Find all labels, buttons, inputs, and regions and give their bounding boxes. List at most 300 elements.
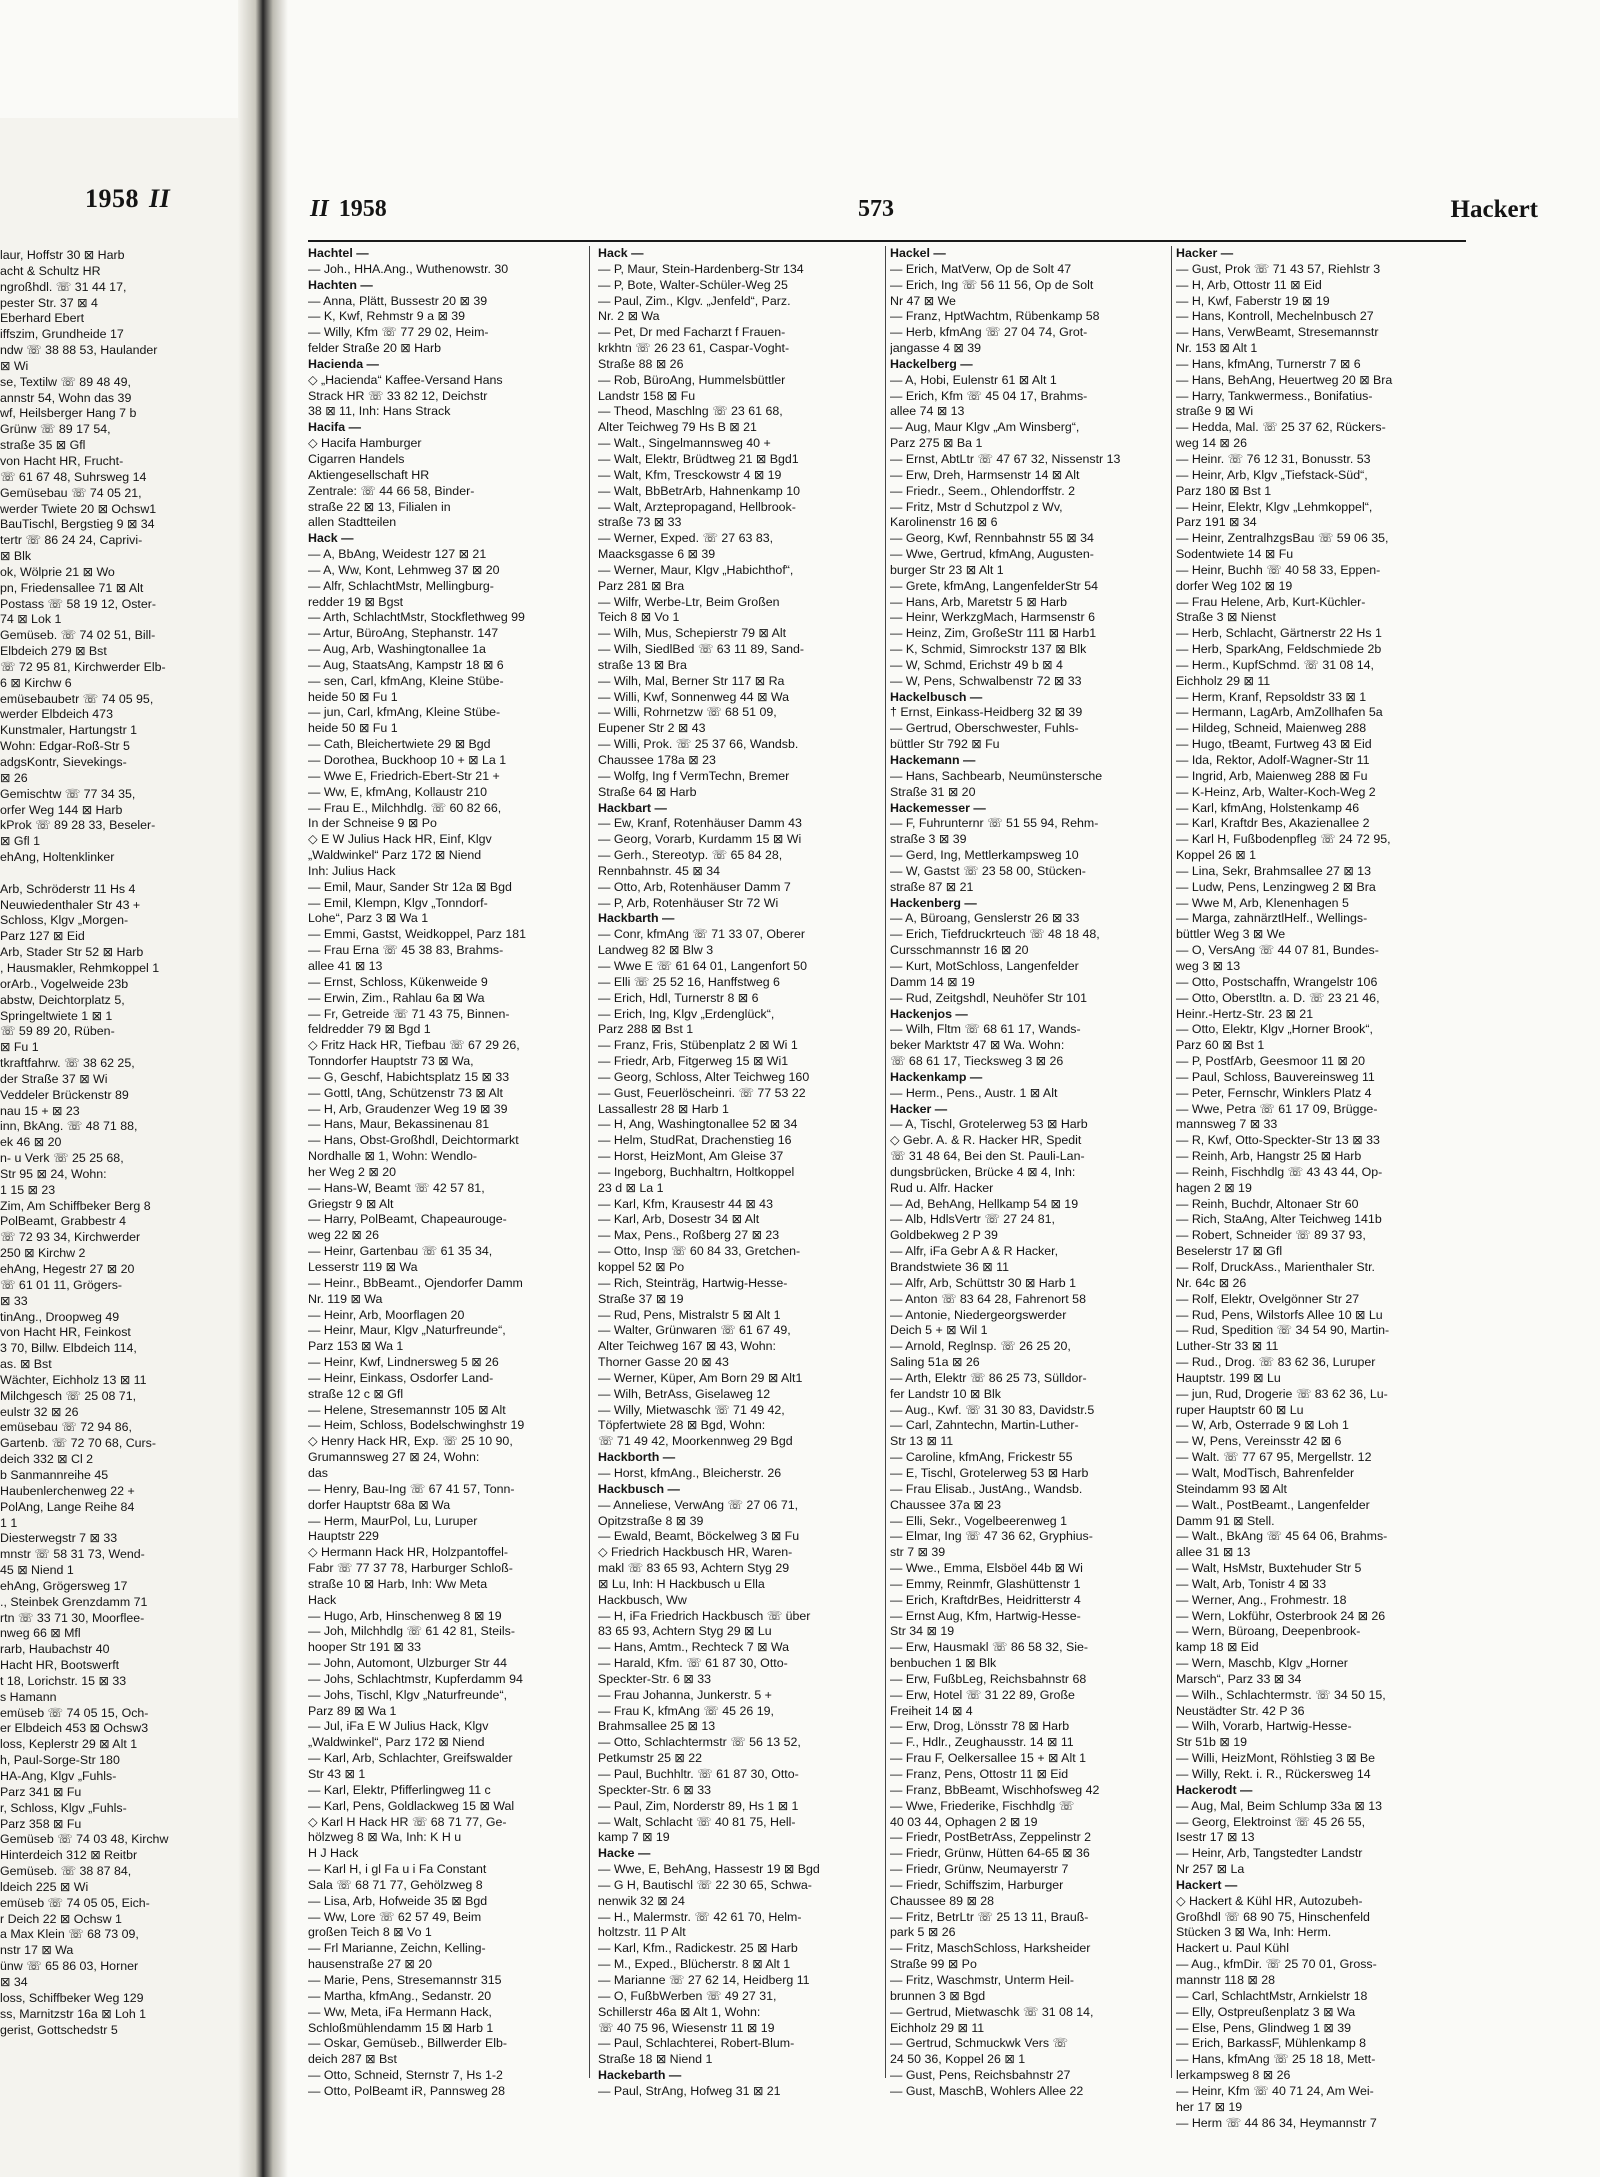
directory-entry-line: — Grete, kfmAng, LangenfelderStr 54: [890, 578, 1098, 593]
directory-entry-line: felder Straße 20 ⊠ Harb: [308, 341, 441, 356]
previous-page-line: Gemüseb ☏ 74 03 48, Kirchw: [0, 1832, 169, 1847]
previous-page-line: ☏ 72 93 34, Kirchwerder: [0, 1230, 141, 1245]
directory-entry-line: her Weg 2 ⊠ 20: [308, 1164, 396, 1179]
directory-entry-line: — Heinr, Arb, Tangstedter Landstr: [1176, 1846, 1363, 1861]
directory-entry-line: — K, Kwf, Rehmstr 9 a ⊠ 39: [308, 309, 466, 324]
directory-entry-line: makl ☏ 83 65 93, Achtern Styg 29: [598, 1561, 790, 1576]
directory-entry-line: — Gerd, Ing, Mettlerkampsweg 10: [890, 848, 1079, 863]
directory-entry-line: Grumannsweg 27 ⊠ 24, Wohn:: [308, 1450, 480, 1465]
directory-entry-line: — Friedr, Schiffszim, Harburger: [890, 1877, 1064, 1892]
directory-entry-line: Thorner Gasse 20 ⊠ 43: [598, 1355, 729, 1370]
directory-entry-line: — Fr, Getreide ☏ 71 43 75, Binnen-: [308, 1006, 510, 1021]
directory-entry-line: — Gerh., Stereotyp. ☏ 65 84 28,: [598, 848, 783, 863]
previous-page-line: Arb, Stader Str 52 ⊠ Harb: [0, 945, 144, 960]
directory-entry-line: — W, Pens, Vereinsstr 42 ⊠ 6: [1176, 1434, 1342, 1449]
directory-entry-line: — Hildeg, Schneid, Maienweg 288: [1176, 721, 1367, 736]
directory-entry-line: — H, Ang, Washingtonallee 52 ⊠ 34: [598, 1117, 798, 1132]
directory-entry-line: brunnen 3 ⊠ Bgd: [890, 1988, 986, 2003]
directory-entry-line: Speckter-Str. 6 ⊠ 33: [598, 1671, 711, 1686]
previous-page-line: ehAng, Grögersweg 17: [0, 1578, 128, 1593]
previous-page-line: ⊠ Gfl 1: [0, 834, 40, 849]
directory-entry-line: allee 41 ⊠ 13: [308, 958, 383, 973]
directory-entry-line: — Wilh, SiedlBed ☏ 63 11 89, Sand-: [598, 642, 805, 657]
directory-entry-line: — Hans, kfmAng ☏ 25 18 18, Mett-: [1176, 2052, 1376, 2067]
directory-entry-line: — Reinh, Arb, Hangstr 25 ⊠ Harb: [1176, 1149, 1362, 1164]
directory-entry-line: Speckter-Str. 6 ⊠ 33: [598, 1782, 711, 1797]
surname-heading: Hacke —: [598, 1846, 651, 1861]
directory-entry-line: — Erich, Tiefdruckrteuch ☏ 48 18 48,: [890, 927, 1100, 942]
column-divider: [1171, 246, 1172, 2078]
previous-page-line: Parz 358 ⊠ Fu: [0, 1816, 82, 1831]
previous-page-line: straße 35 ⊠ Gfl: [0, 438, 86, 453]
directory-entry-line: — Joh, Milchhdlg ☏ 61 42 81, Steils-: [308, 1624, 515, 1639]
directory-entry-line: — Walter, Grünwaren ☏ 61 67 49,: [598, 1323, 791, 1338]
directory-entry-line: — Karl, Kfm, Krausestr 44 ⊠ 43: [598, 1196, 773, 1211]
directory-entry-line: ◇ Hermann Hack HR, Holzpantoffel-: [308, 1545, 509, 1560]
previous-page-line: 3 70, Billw. Elbdeich 114,: [0, 1341, 137, 1356]
directory-entry-line: — Karl, Pens, Goldlackweg 15 ⊠ Wal: [308, 1798, 515, 1813]
directory-entry-line: — Franz, Pens, Ottostr 11 ⊠ Eid: [890, 1767, 1069, 1781]
directory-entry-line: Fabr ☏ 77 37 78, Harburger Schloß-: [308, 1561, 513, 1576]
directory-entry-line: — Georg, Vorarb, Kurdamm 15 ⊠ Wi: [598, 832, 802, 847]
directory-entry-line: — Hans, kfmAng, Turnerstr 7 ⊠ 6: [1176, 356, 1361, 371]
previous-page-line: Gartenb. ☏ 72 70 68, Curs-: [0, 1436, 156, 1451]
directory-entry-line: — Karl, Arb, Schlachter, Greifswalder: [308, 1751, 513, 1766]
surname-heading: Hackenkamp —: [890, 1069, 983, 1084]
directory-entry-line: — Erich, Ing, Klgv „Erdenglück“,: [598, 1006, 775, 1021]
directory-entry-line: — Cath, Bleichertwiete 29 ⊠ Bgd: [308, 737, 491, 752]
directory-entry-line: — Hans, Obst-Großhdl, Deichtormarkt: [308, 1133, 519, 1148]
previous-page-line: Milchgesch ☏ 25 08 71,: [0, 1388, 137, 1403]
directory-entry-line: ◇ „Hacienda“ Kaffee-Versand Hans: [308, 372, 503, 387]
previous-page-line: Gemischtw ☏ 77 34 35,: [0, 786, 136, 801]
directory-entry-line: — Wern, Lokführ, Osterbrook 24 ⊠ 26: [1176, 1608, 1386, 1623]
directory-entry-line: — Heinr, Arb, Moorflagen 20: [308, 1307, 465, 1322]
directory-entry-line: ◇ Hackert & Kühl HR, Autozubeh-: [1176, 1893, 1363, 1908]
directory-entry-line: Hack: [308, 1592, 337, 1607]
directory-entry-line: Maacksgasse 6 ⊠ 39: [598, 547, 716, 562]
directory-entry-line: — M., Exped., Blücherstr. 8 ⊠ Alt 1: [598, 1957, 791, 1972]
directory-entry-line: — Aug., kfmDir. ☏ 25 70 01, Gross-: [1176, 1957, 1377, 1972]
previous-page-line: 45 ⊠ Niend 1: [0, 1563, 74, 1578]
previous-page-line: ndw ☏ 38 88 53, Haulander: [0, 343, 158, 358]
previous-page-line: ☏ 59 89 20, Rüben-: [0, 1024, 115, 1039]
previous-page-line: ⊠ Wi: [0, 358, 29, 373]
directory-entry-line: Hackbusch, Ww: [598, 1592, 687, 1607]
directory-entry-line: Parz 153 ⊠ Wa 1: [308, 1339, 404, 1354]
previous-page-line: ⊠ 34: [0, 1974, 28, 1989]
directory-entry-line: Rennbahnstr. 45 ⊠ 34: [598, 863, 720, 878]
directory-entry-line: „Waldwinkel“ Parz 172 ⊠ Niend: [308, 848, 482, 863]
previous-page-line: 6 ⊠ Kirchw 6: [0, 675, 72, 690]
directory-entry-line: Töpfertwiete 28 ⊠ Bgd, Wohn:: [598, 1418, 766, 1433]
previous-page-line: 74 ⊠ Lok 1: [0, 612, 62, 627]
previous-page-line: Haubenlerchenweg 22 +: [0, 1483, 135, 1498]
directory-entry-line: — Georg, Schloss, Alter Teichweg 160: [598, 1069, 810, 1084]
directory-entry-line: — Wilh, Mal, Berner Str 117 ⊠ Ra: [598, 673, 785, 688]
directory-entry-line: Nr. 64c ⊠ 26: [1176, 1275, 1247, 1290]
directory-entry-line: — Hedda, Mal. ☏ 25 37 62, Rückers-: [1176, 420, 1386, 435]
directory-entry-line: — Hans-W, Beamt ☏ 42 57 81,: [308, 1180, 485, 1195]
directory-entry-line: — Willy, Kfm ☏ 77 29 02, Heim-: [308, 325, 489, 340]
directory-entry-line: ruper Hauptstr 60 ⊠ Lu: [1176, 1402, 1304, 1417]
directory-entry-line: H J Hack: [308, 1846, 359, 1861]
directory-entry-line: — Erich, BarkassF, Mühlenkamp 8: [1176, 2036, 1367, 2051]
directory-entry-line: — Werner, Küper, Am Born 29 ⊠ Alt1: [598, 1370, 803, 1385]
previous-page-line: annstr 54, Wohn das 39: [0, 390, 132, 405]
directory-entry-line: — Gust, MaschB, Wohlers Allee 22: [890, 2083, 1084, 2098]
directory-entry-line: — Alfr, iFa Gebr A & R Hacker,: [890, 1244, 1059, 1259]
directory-entry-line: — W, Gastst ☏ 23 58 00, Stücken-: [890, 863, 1086, 878]
previous-page-line: ., Steinbek Grenzdamm 71: [0, 1594, 148, 1609]
directory-entry-line: Saling 51a ⊠ 26: [890, 1355, 980, 1370]
directory-entry-line: — Wwe M, Arb, Klenenhagen 5: [1176, 895, 1349, 910]
previous-page-line: ☏ 61 67 48, Suhrsweg 14: [0, 469, 147, 484]
directory-entry-line: redder 19 ⊠ Bgst: [308, 594, 404, 609]
directory-entry-line: Nr. 153 ⊠ Alt 1: [1176, 341, 1258, 356]
directory-entry-line: — W, Pens, Schwalbenstr 72 ⊠ 33: [890, 673, 1082, 688]
directory-entry-line: deich 287 ⊠ Bst: [308, 2052, 397, 2067]
directory-entry-line: — Anneliese, VerwAng ☏ 27 06 71,: [598, 1497, 799, 1512]
directory-entry-line: — Wwe, Friederike, Fischhdlg ☏: [890, 1798, 1075, 1813]
previous-page-line: 1 15 ⊠ 23: [0, 1182, 56, 1197]
directory-entry-line: — Martha, kfmAng., Sedanstr. 20: [308, 1988, 492, 2003]
directory-entry-line: — Friedr, Arb, Fitgerweg 15 ⊠ Wi1: [598, 1054, 789, 1069]
surname-heading: Hackert —: [1176, 1877, 1238, 1892]
directory-entry-line: Parz 275 ⊠ Ba 1: [890, 436, 983, 451]
directory-entry-line: Damm 91 ⊠ Stell.: [1176, 1513, 1275, 1528]
directory-entry-line: — Wolfg, Ing f VermTechn, Bremer: [598, 768, 790, 783]
directory-entry-line: — Frl Marianne, Zeichn, Kelling-: [308, 1941, 486, 1956]
directory-entry-line: — Walt., BkAng ☏ 45 64 06, Brahms-: [1176, 1529, 1388, 1544]
directory-entry-line: — Karl H, Fußbodenpfleg ☏ 24 72 95,: [1176, 832, 1391, 847]
directory-entry-line: — Aug, Mal, Beim Schlump 33a ⊠ 13: [1176, 1798, 1382, 1813]
directory-entry-line: benbuchen 1 ⊠ Blk: [890, 1656, 997, 1671]
directory-entry-line: — Otto, Schneid, Sternstr 7, Hs 1-2: [308, 2068, 503, 2083]
directory-entry-line: — Heinr, WerkzgMach, Harmsenstr 6: [890, 610, 1095, 625]
directory-entry-line: Goldbekweg 2 P 39: [890, 1228, 998, 1243]
previous-page-line: eulstr 32 ⊠ 26: [0, 1404, 79, 1419]
directory-entry-line: Steindamm 93 ⊠ Alt: [1176, 1481, 1287, 1496]
directory-entry-line: — Frau Erna ☏ 45 38 83, Brahms-: [308, 943, 504, 958]
directory-entry-line: — Helm, StudRat, Drachenstieg 16: [598, 1133, 792, 1148]
previous-page-line: Postass ☏ 58 19 12, Oster-: [0, 596, 156, 611]
surname-heading: Hachtel —: [308, 246, 369, 260]
directory-entry-line: — Otto, Arb, Rotenhäuser Damm 7: [598, 879, 791, 894]
directory-entry-line: Chaussee 37a ⊠ 23: [890, 1497, 1001, 1512]
directory-entry-line: Heinr.-Hertz-Str. 23 ⊠ 21: [1176, 1006, 1314, 1021]
previous-page-line: nau 15 + ⊠ 23: [0, 1103, 80, 1118]
directory-entry-line: — Ingeborg, Buchhaltrn, Holtkoppel: [598, 1164, 795, 1179]
directory-entry-line: — Aug., Kwf. ☏ 31 30 83, Davidstr.5: [890, 1402, 1095, 1417]
directory-entry-line: — Emmi, Gastst, Weidkoppel, Parz 181: [308, 927, 527, 942]
directory-entry-line: — Erw, Dreh, Harmsenstr 14 ⊠ Alt: [890, 467, 1080, 482]
directory-entry-line: Karolinenstr 16 ⊠ 6: [890, 515, 998, 530]
previous-page-line: Neuwiedenthaler Str 43 +: [0, 897, 141, 912]
directory-entry-line: — Rolf, DruckAss., Marienthaler Str.: [1176, 1260, 1375, 1274]
directory-entry-line: Cursschmannstr 16 ⊠ 20: [890, 943, 1029, 958]
directory-entry-line: — Else, Pens, Glindweg 1 ⊠ 39: [1176, 2020, 1351, 2035]
directory-entry-line: — Wwe., Emma, Elsböel 44b ⊠ Wi: [890, 1561, 1083, 1576]
previous-page-year: 1958: [85, 184, 139, 213]
previous-page-line: se, Textilw ☏ 89 48 49,: [0, 374, 131, 389]
directory-entry-line: Straße 99 ⊠ Po: [890, 1957, 977, 1972]
directory-entry-line: — Otto, Schlachtermstr ☏ 56 13 52,: [598, 1735, 801, 1750]
directory-entry-line: Freiheit 14 ⊠ 4: [890, 1703, 973, 1718]
column-4: [1176, 246, 1466, 2131]
directory-entry-line: Hauptstr. 199 ⊠ Lu: [1176, 1370, 1281, 1385]
directory-entry-line: — Walt, HsMstr, Buxtehuder Str 5: [1176, 1561, 1362, 1576]
previous-page-line: inn, BkAng. ☏ 48 71 88,: [0, 1119, 138, 1134]
directory-entry-line: Eupener Str 2 ⊠ 43: [598, 721, 706, 736]
column-divider: [885, 246, 886, 2078]
directory-entry-line: holtzstr. 11 P Alt: [598, 1925, 686, 1940]
previous-page-line: nstr 17 ⊠ Wa: [0, 1943, 74, 1958]
directory-entry-line: — Franz, HptWachtm, Rübenkamp 58: [890, 309, 1100, 324]
directory-entry-line: — Peter, Fernschr, Winklers Platz 4: [1176, 1085, 1372, 1100]
directory-entry-line: Großhdl ☏ 68 90 75, Hinschenfeld: [1176, 1909, 1370, 1924]
directory-entry-line: — H, iFa Friedrich Hackbusch ☏ über: [598, 1608, 811, 1623]
directory-entry-line: — Gottl, tAng, Schützenstr 73 ⊠ Alt: [308, 1085, 503, 1100]
surname-heading: Hackemann —: [890, 753, 976, 767]
directory-entry-line: Stücken 3 ⊠ Wa, Inh: Herm.: [1176, 1925, 1332, 1940]
directory-entry-line: lerkampsweg 8 ⊠ 26: [1176, 2068, 1291, 2083]
previous-page-line: r, Schloss, Klgv „Fuhls-: [0, 1800, 127, 1815]
directory-entry-line: — Ww, Meta, iFa Hermann Hack,: [308, 2004, 492, 2019]
directory-entry-line: — Fritz, Mstr d Schutzpol z Wv,: [890, 499, 1063, 514]
directory-entry-line: — A, Hobi, Eulenstr 61 ⊠ Alt 1: [890, 372, 1057, 387]
directory-entry-line: — Georg, Elektroinst ☏ 45 26 55,: [1176, 1814, 1366, 1829]
directory-entry-line: Parz 89 ⊠ Wa 1: [308, 1703, 397, 1718]
directory-entry-line: — Hans, Kontroll, Mechelnbusch 27: [1176, 309, 1374, 324]
directory-entry-line: — Otto, Oberstltn. a. D. ☏ 23 21 46,: [1176, 990, 1380, 1005]
previous-page-line: orArb., Vogelweide 23b: [0, 976, 129, 991]
directory-entry-line: — Gust, Prok ☏ 71 43 57, Riehlstr 3: [1176, 261, 1381, 276]
previous-page-line: loss, Schiffbeker Weg 129: [0, 1990, 144, 2005]
directory-entry-line: Schloßmühlendamm 15 ⊠ Harb 1: [308, 2020, 494, 2035]
directory-entry-line: — E, Tischl, Grotelerweg 53 ⊠ Harb: [890, 1465, 1089, 1480]
directory-entry-line: — Artur, BüroAng, Stephanstr. 147: [308, 626, 499, 641]
previous-page-line: ss, Marnitzstr 16a ⊠ Loh 1: [0, 2006, 147, 2021]
surname-heading: Hackemesser —: [890, 800, 986, 815]
directory-entry-line: — Gertrud, Schmuckwk Vers ☏: [890, 2036, 1068, 2051]
directory-entry-line: — Wilh, Mus, Schepierstr 79 ⊠ Alt: [598, 626, 787, 641]
directory-entry-line: ☏ 31 48 64, Bei den St. Pauli-Lan-: [890, 1149, 1085, 1164]
directory-entry-line: — A, BbAng, Weidestr 127 ⊠ 21: [308, 547, 487, 562]
directory-entry-line: — Willi, Rohrnetzw ☏ 68 51 09,: [598, 705, 777, 720]
surname-heading: Hackbart —: [598, 800, 667, 815]
previous-page-line: Diesterwegstr 7 ⊠ 33: [0, 1531, 118, 1546]
directory-entry-line: str 7 ⊠ 39: [890, 1545, 946, 1560]
directory-entry-line: — Frau E., Milchhdlg. ☏ 60 82 66,: [308, 800, 502, 815]
directory-entry-line: — A, Ww, Kont, Lehmweg 37 ⊠ 20: [308, 562, 500, 577]
directory-entry-line: — Friedr, Grünw, Neumayerstr 7: [890, 1862, 1069, 1877]
directory-entry-line: Str 13 ⊠ 11: [890, 1434, 954, 1449]
directory-entry-line: — R, Kwf, Otto-Speckter-Str 13 ⊠ 33: [1176, 1133, 1380, 1148]
previous-page-line: rtn ☏ 33 71 30, Moorflee-: [0, 1610, 145, 1625]
directory-entry-line: straße 22 ⊠ 13, Filialen in: [308, 499, 451, 514]
directory-entry-line: ◇ Karl H Hack HR ☏ 68 71 77, Ge-: [308, 1814, 507, 1829]
directory-entry-line: — Rud., Drog. ☏ 83 62 36, Luruper: [1176, 1355, 1376, 1370]
directory-entry-line: Str 34 ⊠ 19: [890, 1624, 955, 1639]
previous-page-line: tertr ☏ 86 24 24, Caprivi-: [0, 533, 143, 548]
directory-entry-line: — Erw, Hotel ☏ 31 22 89, Große: [890, 1687, 1075, 1702]
previous-page-line: werder Twiete 20 ⊠ Ochsw1: [0, 501, 157, 516]
directory-entry-line: park 5 ⊠ 26: [890, 1925, 956, 1940]
directory-entry-line: Parz 281 ⊠ Bra: [598, 578, 685, 593]
directory-entry-line: — Herm, Kranf, Repsoldstr 33 ⊠ 1: [1176, 689, 1367, 704]
directory-entry-line: Beselerstr 17 ⊠ Gfl: [1176, 1244, 1283, 1259]
directory-entry-line: — Heinr., BbBeamt., Ojendorfer Damm: [308, 1275, 523, 1290]
previous-page-line: Str 95 ⊠ 24, Wohn:: [0, 1166, 107, 1181]
directory-entry-line: straße 9 ⊠ Wi: [1176, 404, 1254, 419]
directory-entry-line: straße 73 ⊠ 33: [598, 515, 682, 530]
surname-heading: Hackebarth —: [598, 2068, 682, 2083]
directory-entry-line: heide 50 ⊠ Fu 1: [308, 689, 398, 704]
directory-entry-line: — Werner, Ang., Frohmestr. 18: [1176, 1592, 1347, 1607]
directory-entry-line: — Willi, HeizMont, Röhlstieg 3 ⊠ Be: [1176, 1751, 1376, 1766]
directory-page: [300, 0, 1600, 2177]
directory-entry-line: — Wwe, Gertrud, kfmAng, Augusten-: [890, 547, 1094, 562]
directory-entry-line: Brahmsallee 25 ⊠ 13: [598, 1719, 716, 1734]
directory-entry-line: — Walt. ☏ 77 67 95, Mergellstr. 12: [1176, 1450, 1372, 1465]
directory-entry-line: — Karl, Kfm., Radickestr. 25 ⊠ Harb: [598, 1941, 798, 1956]
directory-entry-line: — Ida, Rektor, Adolf-Wagner-Str 11: [1176, 753, 1370, 767]
directory-entry-line: — Rolf, Elektr, Ovelgönner Str 27: [1176, 1291, 1360, 1306]
directory-entry-line: — Antonie, Niedergeorgswerder: [890, 1307, 1067, 1322]
surname-heading: Hacienda —: [308, 356, 379, 371]
previous-page-line: t 18, Lorichstr. 15 ⊠ 33: [0, 1673, 127, 1688]
surname-heading: Hackborth —: [598, 1450, 676, 1465]
directory-entry-line: — Otto, Elektr, Klgv „Horner Brook“,: [1176, 1022, 1373, 1037]
directory-entry-line: — Ludw, Pens, Lenzingweg 2 ⊠ Bra: [1176, 879, 1376, 894]
directory-entry-line: — Oskar, Gemüseb., Billwerder Elb-: [308, 2036, 507, 2051]
directory-entry-line: — Fritz, BetrLtr ☏ 25 13 11, Brauß-: [890, 1909, 1089, 1924]
directory-entry-line: — A, Tischl, Grotelerweg 53 ⊠ Harb: [890, 1117, 1088, 1132]
directory-entry-line: — Marianne ☏ 27 62 14, Heidberg 11: [598, 1972, 810, 1987]
directory-entry-line: — jun, Rud, Drogerie ☏ 83 62 36, Lu-: [1176, 1386, 1388, 1401]
directory-entry-line: Lohe“, Parz 3 ⊠ Wa 1: [308, 911, 429, 926]
directory-entry-line: Nr. 2 ⊠ Wa: [598, 309, 660, 324]
previous-page-line: Grünw ☏ 89 17 54,: [0, 422, 111, 437]
directory-entry-line: — Dorothea, Buckhoop 10 + ⊠ La 1: [308, 753, 507, 767]
surname-heading: Hackbusch —: [598, 1481, 680, 1496]
directory-entry-line: — P, PostfArb, Geesmoor 11 ⊠ 20: [1176, 1054, 1365, 1069]
directory-entry-line: — Heinr, Einkass, Osdorfer Land-: [308, 1370, 494, 1385]
directory-entry-line: — Theod, Maschlng ☏ 23 61 68,: [598, 404, 783, 419]
previous-page-line: HA-Ang, Klgv „Fuhls-: [0, 1769, 117, 1783]
directory-entry-line: — Emil, Klempn, Klgv „Tonndorf-: [308, 895, 488, 910]
directory-entry-line: — sen, Carl, kfmAng, Kleine Stübe-: [308, 673, 504, 688]
surname-heading: Hackenjos —: [890, 1006, 968, 1021]
previous-page-volume: II: [149, 184, 171, 213]
directory-entry-line: — Hans, Maur, Bekassinenau 81: [308, 1117, 490, 1132]
directory-entry-line: hausenstraße 27 ⊠ 20: [308, 1957, 433, 1972]
directory-entry-line: Lesserstr 119 ⊠ Wa: [308, 1260, 418, 1274]
directory-entry-line: — Henry, Bau-Ing ☏ 67 41 57, Tonn-: [308, 1481, 515, 1496]
directory-entry-line: — Wwe, E, BehAng, Hassestr 19 ⊠ Bgd: [598, 1862, 820, 1877]
directory-entry-line: Nr 257 ⊠ La: [1176, 1862, 1245, 1877]
previous-page-line: ldeich 225 ⊠ Wi: [0, 1879, 89, 1894]
directory-entry-line: — Johs, Tischl, Klgv „Naturfreunde“,: [308, 1687, 508, 1702]
surname-heading: Hack —: [308, 531, 354, 546]
directory-entry-line: — Kurt, MotSchloss, Langenfelder: [890, 958, 1079, 973]
directory-entry-line: 40 03 44, Ophagen 2 ⊠ 19: [890, 1814, 1038, 1829]
surname-heading: Hackel —: [890, 246, 946, 260]
directory-entry-line: — Friedr., Seem., Ohlendorffstr. 2: [890, 483, 1076, 498]
directory-entry-line: — Elli, Sekr., Vogelbeerenweg 1: [890, 1513, 1068, 1528]
column-divider: [589, 246, 590, 2078]
column-1: [308, 246, 584, 2100]
previous-page-line: 250 ⊠ Kirchw 2: [0, 1246, 86, 1261]
directory-entry-line: — Willy, Mietwaschk ☏ 71 49 42,: [598, 1402, 785, 1417]
previous-page-line: Veddeler Brückenstr 89: [0, 1087, 129, 1102]
directory-entry-line: — O, VersAng ☏ 44 07 81, Bundes-: [1176, 943, 1379, 958]
directory-entry-line: — Heinz, Zim, GroßeStr 111 ⊠ Harb1: [890, 626, 1097, 641]
directory-entry-line: Straße 18 ⊠ Niend 1: [598, 2052, 713, 2067]
directory-entry-line: — Walt., Singelmannsweg 40 +: [598, 436, 771, 451]
year: 1958: [338, 196, 387, 222]
directory-entry-line: — Ww, Lore ☏ 62 57 49, Beim: [308, 1909, 482, 1924]
directory-entry-line: — Otto, PolBeamt iR, Pannsweg 28: [308, 2083, 505, 2098]
directory-entry-line: feldredder 79 ⊠ Bgd 1: [308, 1022, 431, 1037]
directory-entry-line: — Aug, Maur Klgv „Am Winsberg“,: [890, 420, 1080, 435]
directory-entry-line: — Walt, Schlacht ☏ 40 81 75, Hell-: [598, 1814, 796, 1829]
directory-entry-line: — Paul, Schloss, Bauvereinsweg 11: [1176, 1069, 1375, 1084]
previous-page-line: Schloss, Klgv „Morgen-: [0, 913, 129, 928]
previous-page-line: deich 332 ⊠ Cl 2: [0, 1452, 94, 1467]
directory-entry-line: — Emmy, Reinmfr, Glashüttenstr 1: [890, 1576, 1081, 1591]
directory-entry-line: — Wwe, Petra ☏ 61 17 09, Brügge-: [1176, 1101, 1378, 1116]
directory-entry-line: — H., Malermstr. ☏ 42 61 70, Helm-: [598, 1909, 802, 1924]
directory-entry-line: — K-Heinz, Arb, Walter-Koch-Weg 2: [1176, 784, 1376, 799]
directory-entry-line: ◇ Hacifa Hamburger: [308, 436, 422, 451]
directory-entry-line: — Heinr. ☏ 76 12 31, Bonusstr. 53: [1176, 451, 1371, 466]
directory-entry-line: hooper Str 191 ⊠ 33: [308, 1640, 422, 1655]
previous-page-line: adgsKontr, Sievekings-: [0, 755, 127, 769]
directory-entry-line: — Heinr, ZentralhzgsBau ☏ 59 06 35,: [1176, 531, 1389, 546]
directory-entry-line: — Rich, Steinträg, Hartwig-Hesse-: [598, 1275, 788, 1290]
directory-entry-line: Chaussee 178a ⊠ 23: [598, 753, 716, 767]
directory-entry-line: — Frau F, Oelkersallee 15 + ⊠ Alt 1: [890, 1751, 1086, 1766]
previous-page-line: Kunstmaler, Hartungstr 1: [0, 723, 138, 738]
directory-entry-line: Opitzstraße 8 ⊠ 39: [598, 1513, 704, 1528]
directory-entry-line: Eichholz 29 ⊠ 11: [890, 2020, 985, 2035]
directory-entry-line: — Frau Johanna, Junkerstr. 5 +: [598, 1687, 772, 1702]
directory-entry-line: — Wwe E, Friedrich-Ebert-Str 21 +: [308, 768, 500, 783]
directory-entry-line: — Walt, ModTisch, Bahrenfelder: [1176, 1465, 1355, 1480]
directory-entry-line: — Wilfr, Werbe-Ltr, Beim Großen: [598, 594, 780, 609]
directory-entry-line: — Hermann, LagArb, AmZollhafen 5a: [1176, 705, 1383, 720]
book-gutter: [238, 0, 288, 2177]
previous-page-line: s Hamann: [0, 1689, 57, 1704]
directory-entry-line: hölzweg 8 ⊠ Wa, Inh: K H u: [308, 1830, 462, 1845]
surname-heading: Hacifa —: [308, 420, 362, 435]
previous-page-line: Eberhard Ebert: [0, 311, 85, 326]
directory-entry-line: Straße 88 ⊠ 26: [598, 356, 684, 371]
directory-entry-line: — Anton ☏ 83 64 28, Fahrenort 58: [890, 1291, 1086, 1306]
directory-entry-line: — Erich, Hdl, Turnerstr 8 ⊠ 6: [598, 990, 759, 1005]
directory-entry-line: — Johs, Schlachtmstr, Kupferdamm 94: [308, 1671, 523, 1686]
previous-page-line: emüsebau ☏ 72 94 86,: [0, 1420, 132, 1435]
directory-entry-line: — jun, Carl, kfmAng, Kleine Stübe-: [308, 705, 501, 720]
directory-entry-line: — Helene, Stresemannstr 105 ⊠ Alt: [308, 1402, 506, 1417]
directory-entry-line: — Harald, Kfm. ☏ 61 87 30, Otto-: [598, 1656, 788, 1671]
previous-page-line: , Hausmakler, Rehmkoppel 1: [0, 960, 160, 975]
directory-entry-line: — Ernst, Schloss, Kükenweide 9: [308, 974, 488, 989]
directory-entry-line: — Horst, HeizMont, Am Gleise 37: [598, 1149, 784, 1164]
directory-entry-line: — Gertrud, Oberschwester, Fuhls-: [890, 721, 1079, 736]
